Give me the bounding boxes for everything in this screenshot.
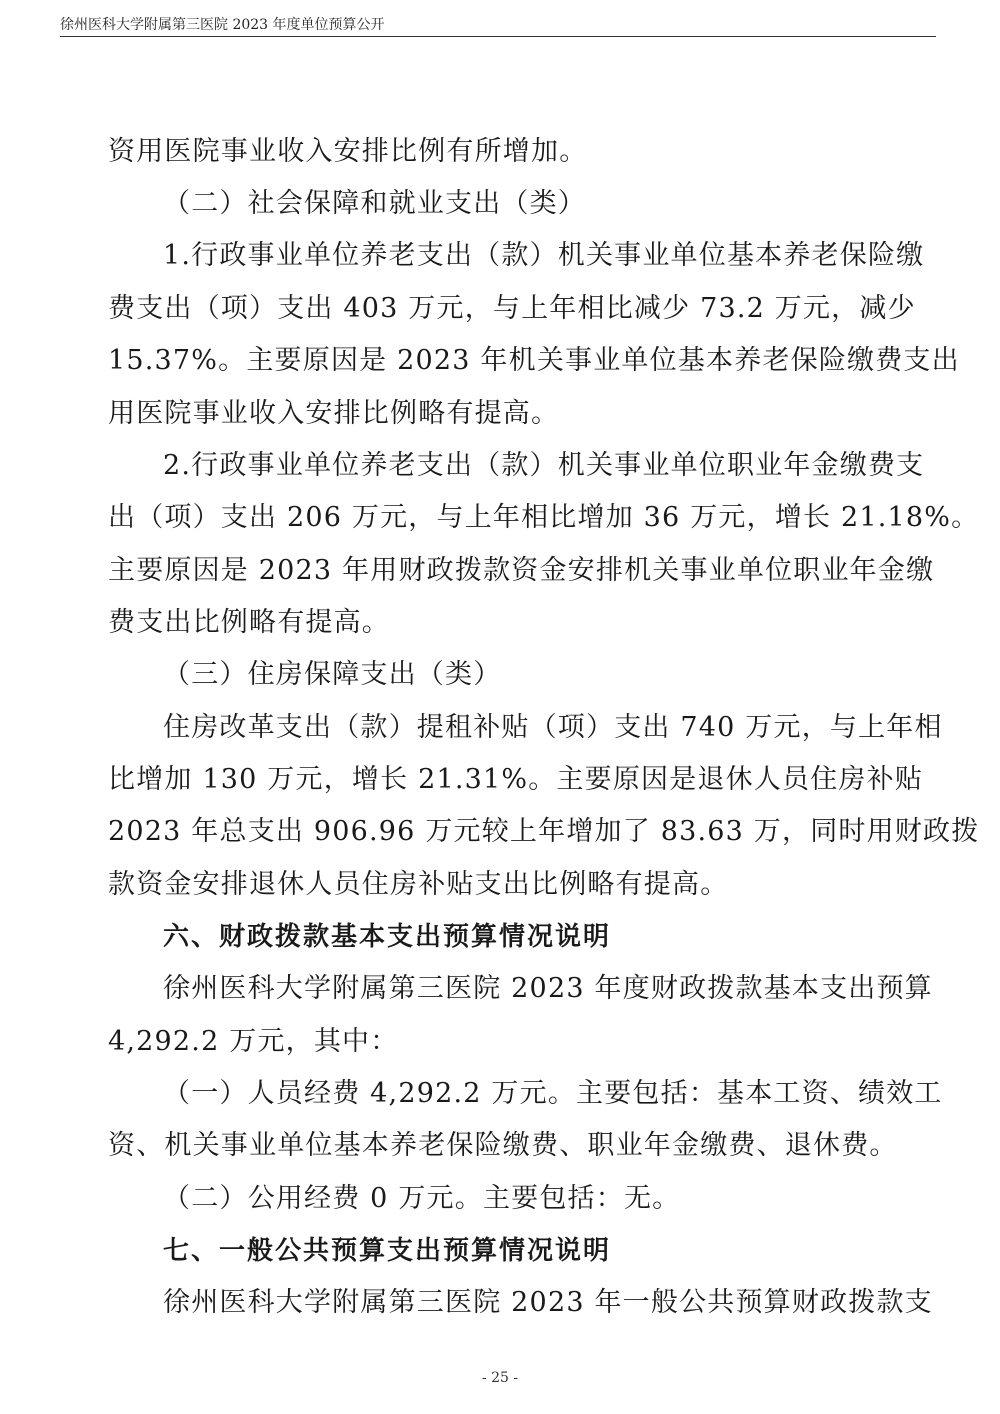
page-number: - 25 -: [481, 1370, 519, 1386]
paragraph-line: 费支出（项）支出 403 万元，与上年相比减少 73.2 万元，减少: [108, 293, 916, 324]
paragraph-line: （一）人员经费 4,292.2 万元。主要包括：基本工资、绩效工: [163, 1078, 943, 1109]
chapter-heading: 六、财政拨款基本支出预算情况说明: [163, 922, 612, 952]
chapter-heading: 七、一般公共预算支出预算情况说明: [163, 1236, 612, 1266]
paragraph-line: 15.37%。主要原因是 2023 年机关事业单位基本养老保险缴费支出: [108, 345, 960, 376]
paragraph-line: 住房改革支出（款）提租补贴（项）支出 740 万元，与上年相: [163, 712, 943, 743]
paragraph-line: 4,292.2 万元，其中：: [108, 1026, 399, 1057]
paragraph-line: 用医院事业收入安排比例略有提高。: [108, 398, 560, 429]
page-header: [60, 10, 936, 37]
paragraph-line: 资、机关事业单位基本养老保险缴费、职业年金缴费、退休费。: [108, 1130, 898, 1161]
header-title: 徐州医科大学附属第三医院 2023 年度单位预算公开: [60, 17, 385, 33]
paragraph-line: 徐州医科大学附属第三医院 2023 年度财政拨款基本支出预算: [163, 973, 933, 1004]
paragraph-line: 资用医院事业收入安排比例有所增加。: [108, 136, 588, 167]
paragraph-line: 1.行政事业单位养老支出（款）机关事业单位基本养老保险缴: [163, 240, 925, 271]
section-heading: （二）社会保障和就业支出（类）: [163, 188, 586, 219]
paragraph-line: 费支出比例略有提高。: [108, 607, 390, 638]
paragraph-line: 徐州医科大学附属第三医院 2023 年一般公共预算财政拨款支: [163, 1287, 933, 1318]
paragraph-line: 2023 年总支出 906.96 万元较上年增加了 83.63 万，同时用财政拨: [108, 816, 980, 847]
paragraph-line: （二）公用经费 0 万元。主要包括：无。: [163, 1183, 681, 1214]
paragraph-line: 款资金安排退休人员住房补贴支出比例略有提高。: [108, 869, 729, 900]
paragraph-line: 2.行政事业单位养老支出（款）机关事业单位职业年金缴费支: [163, 450, 925, 481]
paragraph-line: 比增加 130 万元，增长 21.31%。主要原因是退休人员住房补贴: [108, 764, 924, 795]
paragraph-line: 主要原因是 2023 年用财政拨款资金安排机关事业单位职业年金缴: [108, 555, 935, 586]
section-heading: （三）住房保障支出（类）: [163, 659, 502, 690]
paragraph-line: 出（项）支出 206 万元，与上年相比增加 36 万元，增长 21.18%。: [108, 502, 980, 533]
